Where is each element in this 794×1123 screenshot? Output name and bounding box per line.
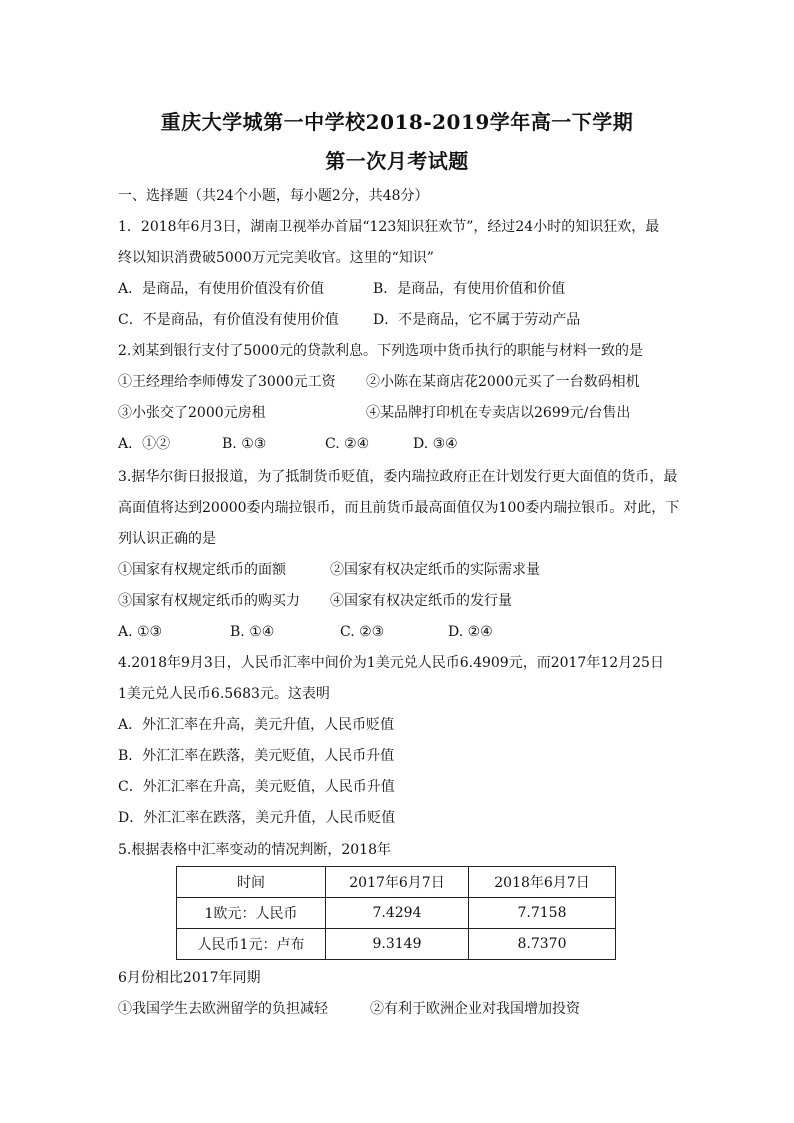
table-header-cell: 2018年6月7日 xyxy=(469,867,616,898)
q1-option-a: A．是商品，有使用价值没有价值 xyxy=(118,281,325,297)
q3-statement-1: ①国家有权规定纸币的面额 xyxy=(118,562,286,578)
q2-option-a: A．①② xyxy=(118,436,171,452)
q3-statement-3: ③国家有权规定纸币的购买力 xyxy=(118,593,300,609)
exchange-rate-table xyxy=(176,866,616,960)
q2-statement-3: ③小张交了2000元房租 xyxy=(118,405,266,421)
q2-option-b: B. ①③ xyxy=(222,436,267,452)
q5-stem-continued: 6月份相比2017年同期 xyxy=(118,970,261,986)
q3-option-a: A. ①③ xyxy=(118,624,163,640)
table-cell: 8.7370 xyxy=(469,929,616,960)
table-row xyxy=(177,898,616,929)
q3-stem-line-2: 高面值将达到20000委内瑞拉银币，而且前货币最高面值仅为100委内瑞拉银币。对此，下 xyxy=(118,500,680,516)
q4-stem-line-2: 1美元兑人民币6.5683元。这表明 xyxy=(118,686,330,702)
q4-option-a: A．外汇汇率在升高，美元升值，人民币贬值 xyxy=(118,717,395,733)
q3-statement-2: ②国家有权决定纸币的实际需求量 xyxy=(330,562,540,578)
q5-statement-2: ②有利于欧洲企业对我国增加投资 xyxy=(370,1001,580,1017)
table-header-cell: 时间 xyxy=(177,867,326,898)
q1-option-d: D．不是商品，它不属于劳动产品 xyxy=(373,312,581,328)
table-cell: 人民币1元：卢布 xyxy=(177,929,326,960)
q3-option-b: B. ①④ xyxy=(230,624,275,640)
q2-statement-4: ④某品牌打印机在专卖店以2699元/台售出 xyxy=(366,405,631,421)
q3-option-c: C. ②③ xyxy=(340,624,385,640)
title-line-1: 重庆大学城第一中学校2018-2019学年高一下学期 xyxy=(160,110,634,134)
table-cell: 7.7158 xyxy=(469,898,616,929)
table-header-row xyxy=(177,867,616,898)
table-cell: 9.3149 xyxy=(326,929,469,960)
q4-option-b: B．外汇汇率在跌落，美元贬值，人民币升值 xyxy=(118,748,395,764)
q2-option-d: D. ③④ xyxy=(413,436,458,452)
q4-stem-line-1: 4.2018年9月3日，人民币汇率中间价为1美元兑人民币6.4909元，而2017年12月25日 xyxy=(118,655,664,671)
q3-statement-4: ④国家有权决定纸币的发行量 xyxy=(330,593,512,609)
table-cell: 1欧元：人民币 xyxy=(177,898,326,929)
q2-stem: 2.刘某到银行支付了5000元的贷款利息。下列选项中货币执行的职能与材料一致的是 xyxy=(118,343,643,359)
q2-option-c: C. ②④ xyxy=(325,436,370,452)
title-line-2: 第一次月考试题 xyxy=(325,149,469,173)
q5-statement-1: ①我国学生去欧洲留学的负担减轻 xyxy=(118,1001,328,1017)
q2-statement-1: ①王经理给李师傅发了3000元工资 xyxy=(118,374,336,390)
q5-stem: 5.根据表格中汇率变动的情况判断，2018年 xyxy=(118,842,391,858)
q4-option-d: D．外汇汇率在跌落，美元升值，人民币贬值 xyxy=(118,810,396,826)
q3-option-d: D. ②④ xyxy=(448,624,493,640)
table-row xyxy=(177,929,616,960)
q1-option-c: C．不是商品，有价值没有使用价值 xyxy=(118,312,339,328)
section-heading: 一、选择题（共24个小题，每小题2分，共48分） xyxy=(118,188,429,204)
q3-stem-line-3: 列认识正确的是 xyxy=(118,531,216,547)
q4-option-c: C．外汇汇率在升高，美元贬值，人民币升值 xyxy=(118,779,395,795)
q3-stem-line-1: 3.据华尔街日报报道，为了抵制货币贬值，委内瑞拉政府正在计划发行更大面值的货币，最 xyxy=(118,469,678,485)
q1-stem-line-2: 终以知识消费破5000万元完美收官。这里的“知识” xyxy=(118,250,434,266)
table-cell: 7.4294 xyxy=(326,898,469,929)
q2-statement-2: ②小陈在某商店花2000元买了一台数码相机 xyxy=(366,374,640,390)
q1-stem-line-1: 1．2018年6月3日，湖南卫视举办首届“123知识狂欢节”，经过24小时的知识狂欢，最 xyxy=(118,219,660,235)
table-header-cell: 2017年6月7日 xyxy=(326,867,469,898)
q1-option-b: B．是商品，有使用价值和价值 xyxy=(373,281,566,297)
